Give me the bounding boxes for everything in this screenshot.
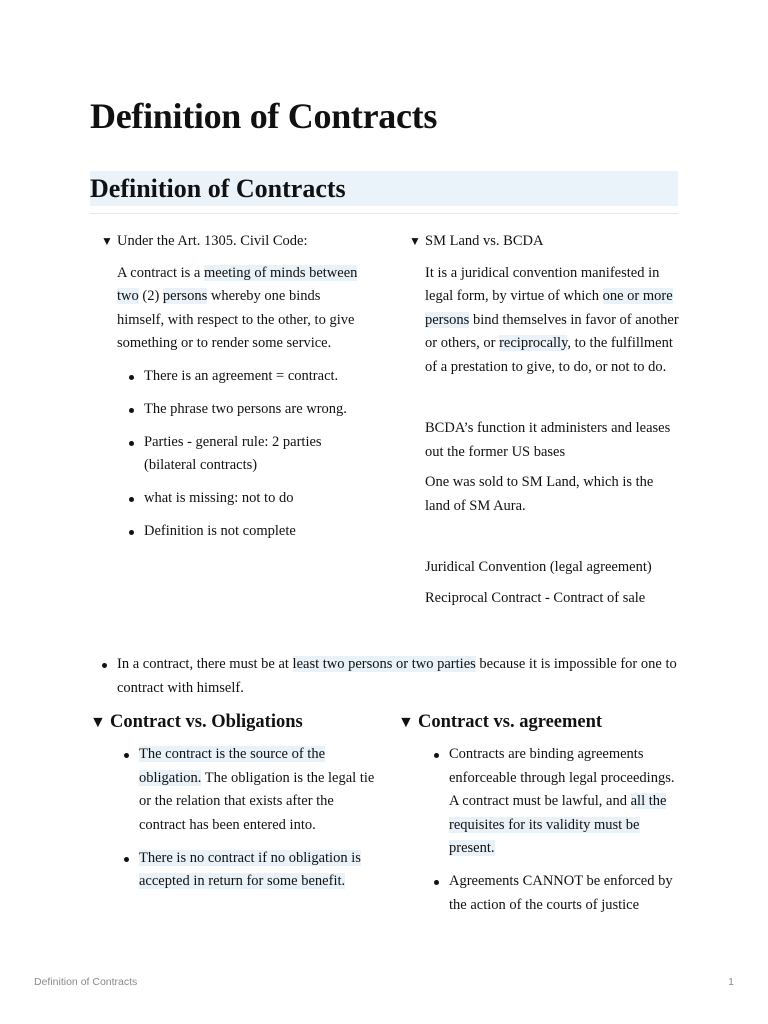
- paragraph: Juridical Convention (legal agreement): [425, 559, 652, 575]
- highlight: least two persons or two parties: [292, 656, 476, 672]
- list-item: what is missing: not to do: [117, 487, 371, 511]
- bullet-list: [90, 743, 375, 894]
- toggle-title: Contract vs. agreement: [418, 712, 603, 732]
- toggle-contract-vs-obligations: [90, 710, 375, 894]
- toggle-body: [101, 262, 371, 544]
- toggle-civil-code: [101, 230, 371, 544]
- toggle-body: [409, 262, 679, 611]
- toggle-header-sm-land[interactable]: [409, 230, 679, 254]
- highlight: meeting of minds between two: [117, 264, 358, 304]
- list-item: The phrase two persons are wrong.: [117, 398, 371, 422]
- toggle-title: Contract vs. Obligations: [110, 712, 303, 732]
- triangle-down-icon[interactable]: ▼: [90, 714, 106, 731]
- toggle-header-agreement[interactable]: [398, 710, 678, 735]
- paragraph: Reciprocal Contract - Contract of sale: [425, 589, 646, 606]
- paragraph: One was sold to SM Land, which is the land of SM Aura.: [425, 474, 654, 514]
- highlight: reciprocally: [499, 335, 568, 351]
- paragraph: BCDA’s function it administers and leases out the former US bases: [425, 420, 671, 460]
- toggle-title: SM Land vs. BCDA: [425, 233, 544, 249]
- highlight: persons: [162, 288, 208, 304]
- list-item: There is an agreement = contract.: [117, 365, 371, 389]
- highlight: all the requisites for its validity must be present.: [449, 793, 667, 856]
- list-item: [112, 847, 375, 894]
- section-divider: [90, 213, 678, 214]
- highlight: There is no contract if no obligation is accepted in return for some benefit.: [139, 849, 361, 889]
- triangle-down-icon[interactable]: ▼: [409, 234, 421, 248]
- list-item: Agreements CANNOT be enforced by the action of the courts of justice: [422, 870, 678, 917]
- list-item: In a contract, there must be at least two persons or two parties because it is impossible for one to contract with himself.: [90, 653, 678, 700]
- toggle-header-civil-code[interactable]: [101, 230, 371, 254]
- bullet-list: [117, 365, 371, 544]
- toggle-title: Under the Art. 1305. Civil Code:: [117, 233, 308, 249]
- highlight: The contract is the source of the obligation.: [139, 746, 326, 786]
- definition-paragraph: It is a juridical convention manifested in legal form, by virtue of which one or more persons bind themselves in favor of another or others, or reciprocally, to the fulfillment of a prestation to give, to do, or not to do.: [425, 264, 679, 375]
- triangle-down-icon[interactable]: ▼: [398, 714, 414, 731]
- page-title: Definition of Contracts: [90, 96, 438, 136]
- list-item: The contract is the source of the obligation. The obligation is the legal tie or the relation that exists after the contract has been entered into.: [112, 743, 375, 837]
- full-width-bullet: [90, 653, 678, 700]
- highlight: one or more persons: [425, 288, 673, 328]
- footer-title: Definition of Contracts: [34, 976, 138, 988]
- list-item: Contracts are binding agreements enforceable through legal proceedings. A contract must be lawful, and all the requisites for its validity must be present.: [422, 743, 678, 861]
- page-number: 1: [728, 976, 734, 988]
- bullet-list: [398, 743, 678, 917]
- triangle-down-icon[interactable]: ▼: [101, 234, 113, 248]
- toggle-header-obligations[interactable]: [90, 710, 375, 735]
- toggle-contract-vs-agreement: [398, 710, 678, 917]
- list-item: Parties - general rule: 2 parties (bilateral contracts): [117, 431, 371, 478]
- bullet-list: [90, 653, 678, 700]
- definition-paragraph: A contract is a meeting of minds between two (2) persons whereby one binds himself, with respect to the other, to give something or to render some service.: [117, 264, 358, 351]
- list-item: Definition is not complete: [117, 520, 371, 544]
- toggle-sm-land: [409, 230, 679, 610]
- section-heading: Definition of Contracts: [90, 171, 678, 206]
